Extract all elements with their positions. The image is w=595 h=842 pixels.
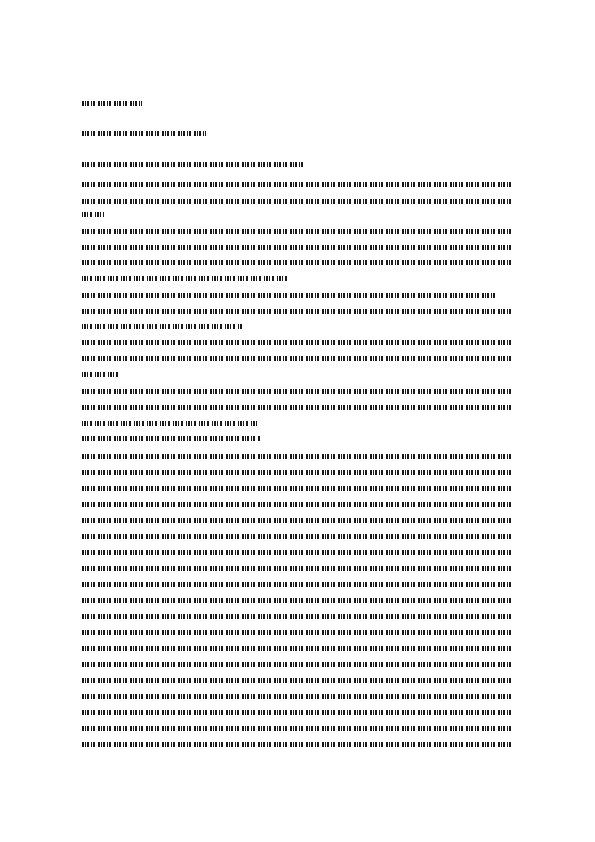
text-line <box>82 389 512 394</box>
text-line <box>82 582 512 587</box>
text-line <box>82 421 258 426</box>
text-line <box>82 662 512 667</box>
text-line <box>82 726 512 731</box>
text-line <box>82 518 512 523</box>
text-line <box>82 742 512 747</box>
text-line <box>82 470 512 475</box>
text-line <box>82 372 120 377</box>
text-line <box>82 710 512 715</box>
text-line <box>82 245 512 250</box>
text-line <box>82 309 512 314</box>
text-line <box>82 630 512 635</box>
text-line <box>82 678 512 683</box>
text-line <box>82 646 512 651</box>
text-line <box>82 405 512 410</box>
text-line <box>82 486 512 491</box>
text-line <box>82 550 512 555</box>
text-line <box>82 276 288 281</box>
text-line <box>82 324 242 329</box>
header-line-1 <box>82 101 142 106</box>
text-line <box>82 199 512 204</box>
text-line <box>82 598 512 603</box>
subheading-line <box>82 436 260 441</box>
header-line-2 <box>82 131 206 136</box>
text-line <box>82 229 512 234</box>
text-line <box>82 356 512 361</box>
text-line <box>82 454 512 459</box>
text-line <box>82 694 512 699</box>
text-line <box>82 534 512 539</box>
text-line <box>82 614 512 619</box>
text-line <box>82 502 512 507</box>
text-line <box>82 162 304 167</box>
text-line <box>82 293 498 298</box>
text-line <box>82 260 512 265</box>
text-line <box>82 566 512 571</box>
text-line <box>82 340 512 345</box>
text-line <box>82 212 104 217</box>
text-line <box>82 182 512 187</box>
